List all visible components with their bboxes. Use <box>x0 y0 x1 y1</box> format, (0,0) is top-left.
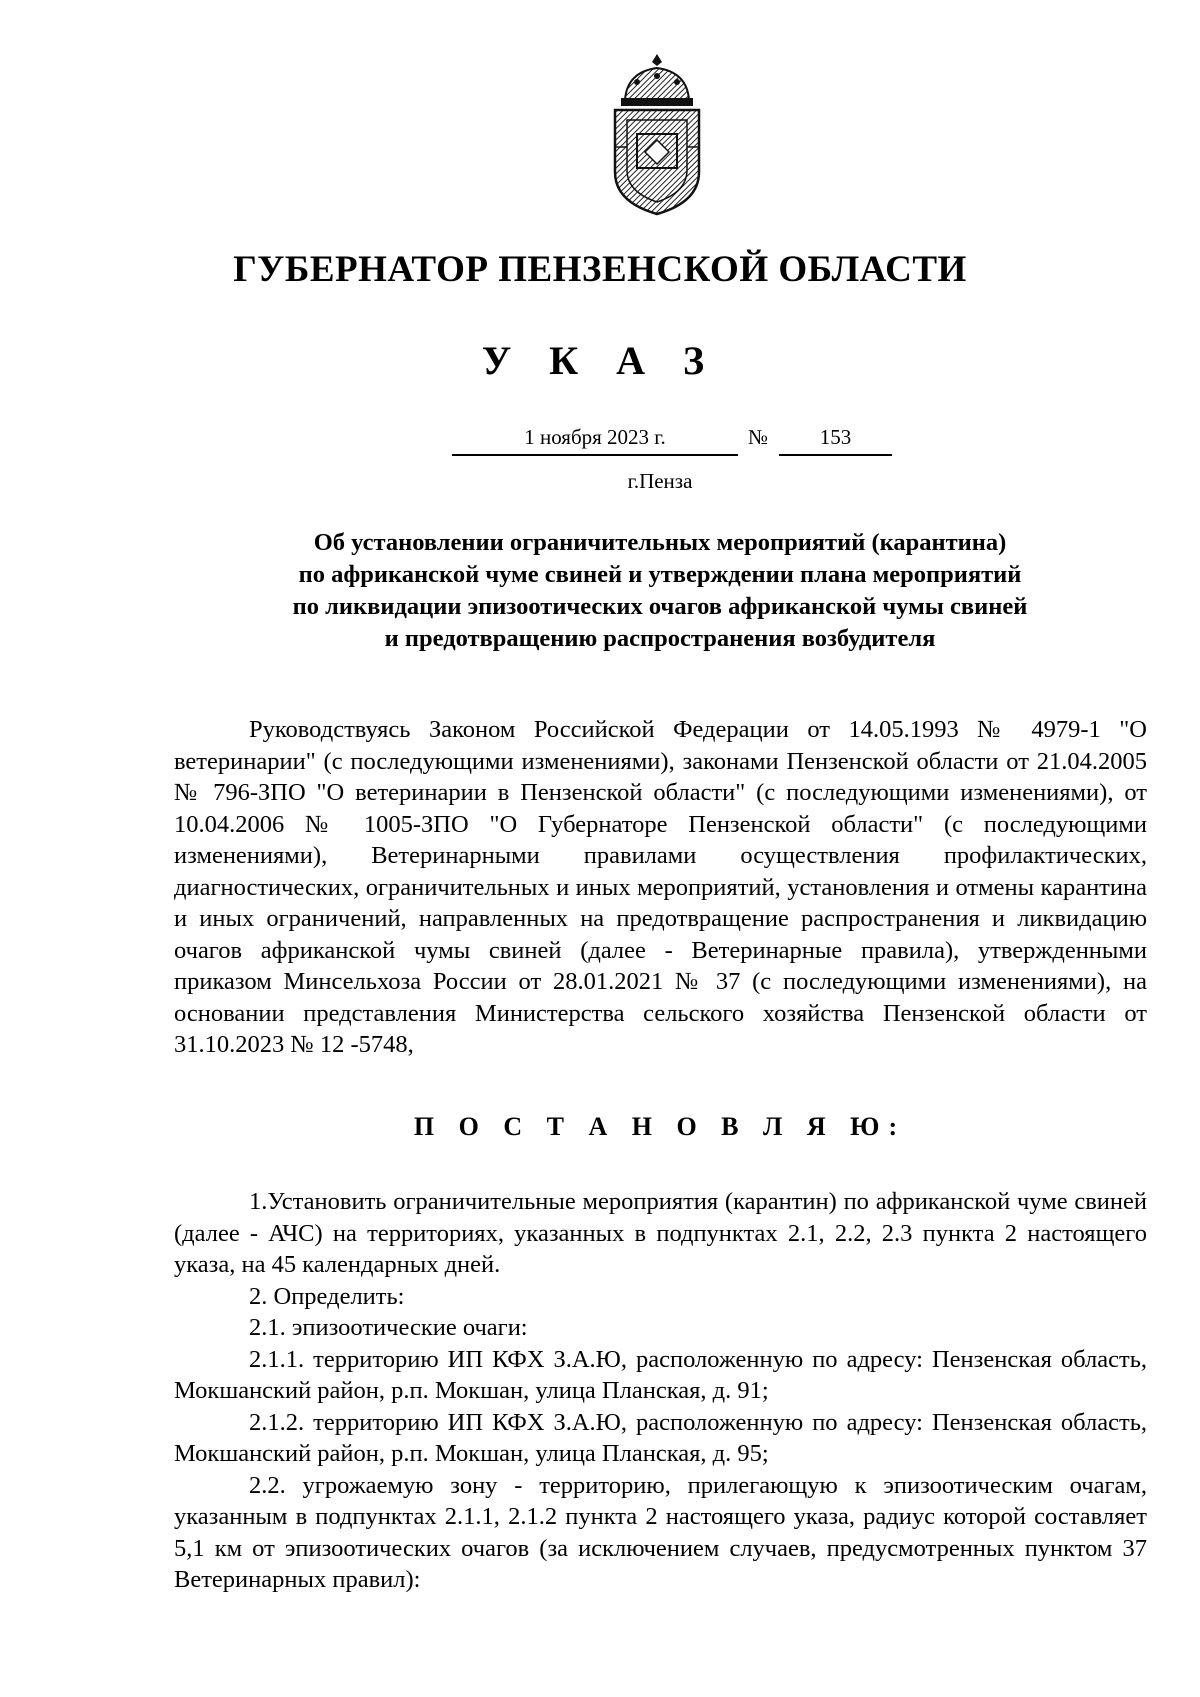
date-number-line <box>452 425 892 459</box>
decree-item: 1.Установить ограничительные мероприятия (карантин) по африканской чуме свиней (далее - АЧС) на территориях, указанных в подпунктах 2.1, 2.2, 2.3 пункта 2 настоящего указа, на 45 календарных дней. <box>174 1188 1147 1278</box>
decree-items <box>174 1186 1147 1596</box>
decree-item: 2.1.1. территорию ИП КФХ З.А.Ю, расположенную по адресу: Пензенская область, Мокшанский район, р.п. Мокшан, улица Планская, д. 91; <box>174 1345 1147 1404</box>
document-type: У К А З <box>481 338 719 383</box>
document-date: 1 ноября 2023 г. <box>452 425 738 456</box>
decree-item: 2. Определить: <box>249 1282 405 1310</box>
decree-item: 2.2. угрожаемую зону - территорию, прилегающую к эпизоотическим очагам, указанным в подпунктах 2.1.1, 2.1.2 пункта 2 настоящего указа, радиус которой составляет 5,1 км от эпизоотических очагов (за исключением случаев, предусмотренных пунктом 37 Ветеринарных правил): <box>174 1471 1147 1593</box>
title-line: по ликвидации эпизоотических очагов африканской чумы свиней <box>292 593 1028 620</box>
number-sign: № <box>748 425 769 449</box>
preamble-paragraph: Руководствуясь Законом Российской Федерации от 14.05.1993 № 4979-1 "О ветеринарии" (с последующими изменениями), законами Пензенской области от 21.04.2005 № 796-ЗПО "О ветеринарии в Пензенской области" (с последующими изменениями), от 10.04.2006 № 1005-ЗПО "О Губернаторе Пензенской области" (с последующими изменениями), Ветеринарными правилами осуществления профилактических, диагностических, ограничительных и иных мероприятий, установления и отмены карантина и иных ограничений, направленных на предотвращение распространения и ликвидацию очагов африканской чумы свиней (далее - Ветеринарные правила), утвержденными приказом Минсельхоза России от 28.01.2021 № 37 (с последующими изменениями), на основании представления Министерства сельского хозяйства Пензенской области от 31.10.2023 № 12 -5748, <box>174 716 1147 1058</box>
decree-word: П О С Т А Н О В Л Я Ю: <box>413 1112 907 1141</box>
title-line: по африканской чуме свиней и утверждении плана мероприятий <box>298 561 1022 588</box>
coat-of-arms-icon <box>607 52 707 217</box>
preamble <box>174 714 1147 1061</box>
document-number: 153 <box>779 425 892 456</box>
decree-item: 2.1.2. территорию ИП КФХ З.А.Ю, расположенную по адресу: Пензенская область, Мокшанский район, р.п. Мокшан, улица Планская, д. 95; <box>174 1408 1147 1467</box>
decree-item: 2.1. эпизоотические очаги: <box>249 1314 528 1341</box>
document-title <box>180 527 1140 655</box>
title-line: и предотвращению распространения возбудителя <box>384 625 936 652</box>
title-line: Об установлении ограничительных мероприятий (карантина) <box>313 529 1007 556</box>
city: г.Пенза <box>627 469 693 493</box>
issuing-authority: ГУБЕРНАТОР ПЕНЗЕНСКОЙ ОБЛАСТИ <box>233 249 967 290</box>
